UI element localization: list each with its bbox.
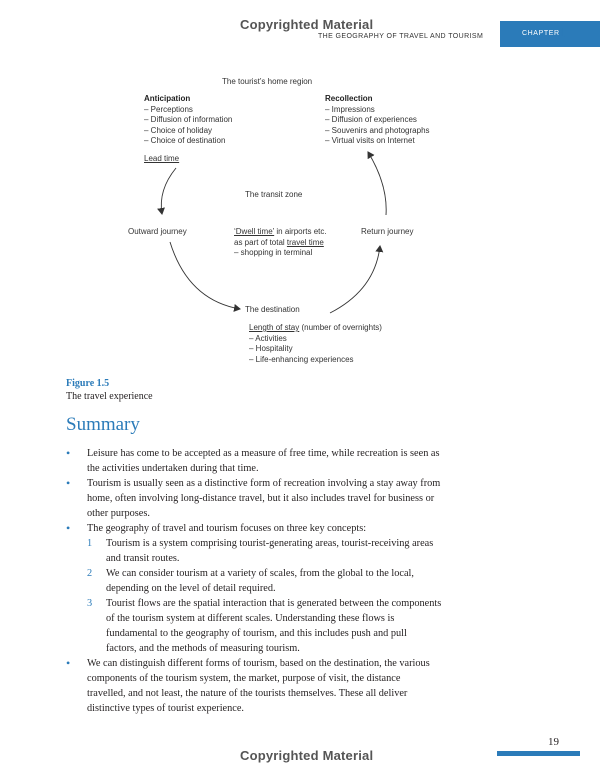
- arrow-lead-time: [161, 168, 176, 214]
- home-region-label: The tourist’s home region: [222, 77, 313, 86]
- page-number-bar: [497, 751, 580, 756]
- sub-number-1: 1: [87, 538, 93, 549]
- figure-number: Figure 1.5: [66, 378, 110, 389]
- recollection-item: – Virtual visits on Internet: [325, 136, 415, 145]
- destination-title: The destination: [245, 305, 300, 314]
- page-number: 19: [548, 736, 559, 748]
- anticipation-item: – Perceptions: [144, 104, 193, 114]
- recollection-block: [325, 94, 430, 147]
- destination-item: – Life-enhancing experiences: [249, 354, 354, 364]
- summary-bullet-2: Tourism is usually seen as a distinctive form of recreation involving a stay away from home, often involving long-distance travel, but it also includes travel for business or other purposes.: [87, 478, 441, 519]
- dwell-time-term: ‘Dwell time’: [234, 227, 275, 236]
- recollection-title: Recollection: [325, 94, 373, 103]
- chapter-number: 1: [558, 25, 566, 40]
- sub-number-2: 2: [87, 568, 93, 579]
- anticipation-title: Anticipation: [144, 94, 191, 103]
- summary-subpoint-2: We can consider tourism at a variety of scales, from the global to the local, depending on the level of detail required.: [106, 568, 414, 594]
- lead-time-label: Lead time: [144, 154, 180, 163]
- outward-journey-label: Outward journey: [128, 227, 187, 236]
- destination-block: Length of stay (number of overnights) – Activities – Hospitality – Life-enhancing experiences: [249, 323, 382, 364]
- arrow-recollection: [368, 152, 386, 215]
- summary-bullet-3: The geography of travel and tourism focuses on three key concepts:: [87, 523, 367, 534]
- copyright-watermark-top: Copyrighted Material: [240, 17, 374, 32]
- arrow-return-journey: [330, 246, 380, 313]
- length-of-stay-term: Length of stay: [249, 323, 300, 332]
- destination-item: – Activities: [249, 333, 287, 343]
- transit-zone-label: The transit zone: [245, 190, 303, 199]
- chapter-label: CHAPTER: [522, 30, 560, 37]
- summary-heading: Summary: [66, 414, 140, 435]
- return-journey-label: Return journey: [361, 227, 414, 236]
- anticipation-block: [144, 94, 232, 147]
- figure-caption: The travel experience: [66, 391, 153, 402]
- recollection-item: – Souvenirs and photographs: [325, 125, 430, 135]
- summary-bullet-4: We can distinguish different forms of tourism, based on the destination, the various components of the tourism system, the market, purpose of visit, the distance travelled, and not least, the nature of the tourists themselves. These all deliver distinctive types of tourist experience.: [87, 658, 430, 714]
- anticipation-item: – Diffusion of information: [144, 115, 233, 124]
- bullet-icon: •: [66, 446, 71, 460]
- travel-time-term: travel time: [286, 237, 324, 247]
- summary-subpoint-3: Tourist flows are the spatial interaction that is generated between the components of the tourism system at different scales. Understanding these flows is fundamental to the geography of tourism, and this includes push and pull factors, and the methods of measuring tourism.: [106, 598, 442, 654]
- summary-subpoint-1: Tourism is a system comprising tourist-generating areas, tourist-receiving areas and transit routes.: [106, 538, 434, 564]
- bullet-icon: •: [66, 476, 71, 490]
- recollection-item: – Diffusion of experiences: [325, 115, 417, 124]
- copyright-watermark-bottom: Copyrighted Material: [240, 748, 374, 763]
- bullet-icon: •: [66, 521, 71, 535]
- destination-item: – Hospitality: [249, 344, 293, 353]
- summary-bullet-1: Leisure has come to be accepted as a measure of free time, while recreation is seen as the activities undertaken during that time.: [87, 448, 440, 474]
- running-head: THE GEOGRAPHY OF TRAVEL AND TOURISM: [318, 33, 484, 40]
- recollection-item: – Impressions: [325, 104, 375, 114]
- anticipation-item: – Choice of holiday: [144, 125, 213, 135]
- sub-number-3: 3: [87, 598, 93, 609]
- transit-note: ‘Dwell time’ in airports etc. as part of total travel time – shopping in terminal: [234, 227, 327, 257]
- anticipation-item: – Choice of destination: [144, 136, 226, 145]
- arrow-outward-journey: [170, 242, 240, 309]
- bullet-icon: •: [66, 656, 71, 670]
